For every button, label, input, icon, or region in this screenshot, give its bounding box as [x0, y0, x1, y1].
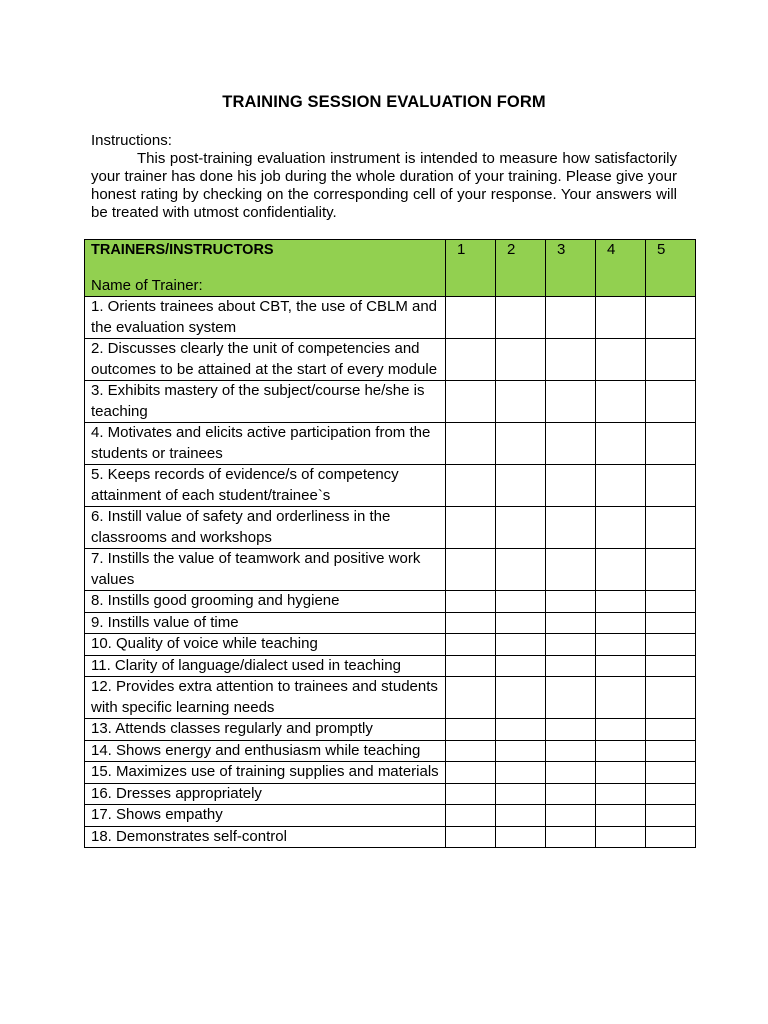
criterion-text: 2. Discusses clearly the unit of competencies and outcomes to be attained at the start of every module [85, 339, 446, 381]
rating-cell-1[interactable] [446, 719, 496, 741]
rating-cell-5[interactable] [646, 423, 696, 465]
rating-cell-3[interactable] [546, 381, 596, 423]
rating-cell-2[interactable] [496, 740, 546, 762]
rating-cell-3[interactable] [546, 719, 596, 741]
rating-cell-2[interactable] [496, 507, 546, 549]
criterion-text: 17. Shows empathy [85, 805, 446, 827]
instructions-text: This post-training evaluation instrument is intended to measure how satisfactorily your trainer has done his job during the whole duration of your training. Please give your honest rating by checking on the corresponding cell of your response. Your answers will be treated with utmost confidentiality. [91, 150, 677, 221]
criterion-text: 12. Provides extra attention to trainees and students with specific learning needs [85, 677, 446, 719]
rating-cell-4[interactable] [596, 783, 646, 805]
rating-cell-4[interactable] [596, 297, 646, 339]
criterion-text: 4. Motivates and elicits active participation from the students or trainees [85, 423, 446, 465]
table-row [85, 783, 696, 805]
criterion-text: 5. Keeps records of evidence/s of competency attainment of each student/trainee`s [85, 465, 446, 507]
criterion-text: 9. Instills value of time [85, 612, 446, 634]
rating-cell-4[interactable] [596, 381, 646, 423]
rating-cell-4[interactable] [596, 507, 646, 549]
instructions-label: Instructions: [91, 132, 172, 149]
rating-cell-5[interactable] [646, 677, 696, 719]
rating-cell-2[interactable] [496, 805, 546, 827]
rating-cell-5[interactable] [646, 634, 696, 656]
rating-cell-4[interactable] [596, 591, 646, 613]
rating-header-5: 5 [646, 240, 696, 297]
rating-cell-2[interactable] [496, 381, 546, 423]
rating-cell-3[interactable] [546, 740, 596, 762]
rating-cell-1[interactable] [446, 465, 496, 507]
rating-cell-3[interactable] [546, 634, 596, 656]
rating-cell-3[interactable] [546, 655, 596, 677]
table-row [85, 719, 696, 741]
table-row [85, 826, 696, 848]
table-row [85, 655, 696, 677]
table-row [85, 381, 696, 423]
rating-cell-5[interactable] [646, 297, 696, 339]
table-row [85, 634, 696, 656]
rating-cell-4[interactable] [596, 826, 646, 848]
rating-cell-2[interactable] [496, 634, 546, 656]
criterion-text: 11. Clarity of language/dialect used in teaching [85, 655, 446, 677]
table-row [85, 740, 696, 762]
rating-cell-2[interactable] [496, 677, 546, 719]
rating-cell-1[interactable] [446, 826, 496, 848]
rating-cell-5[interactable] [646, 719, 696, 741]
table-row [85, 612, 696, 634]
rating-cell-5[interactable] [646, 612, 696, 634]
rating-cell-3[interactable] [546, 805, 596, 827]
rating-cell-3[interactable] [546, 591, 596, 613]
rating-cell-2[interactable] [496, 826, 546, 848]
rating-cell-3[interactable] [546, 783, 596, 805]
rating-cell-1[interactable] [446, 612, 496, 634]
criterion-text: 10. Quality of voice while teaching [85, 634, 446, 656]
table-row [85, 423, 696, 465]
criterion-text: 15. Maximizes use of training supplies and materials [85, 762, 446, 784]
table-row [85, 762, 696, 784]
rating-cell-1[interactable] [446, 507, 496, 549]
rating-cell-2[interactable] [496, 465, 546, 507]
rating-cell-1[interactable] [446, 677, 496, 719]
form-title: TRAINING SESSION EVALUATION FORM [222, 93, 546, 111]
rating-cell-2[interactable] [496, 655, 546, 677]
rating-cell-3[interactable] [546, 826, 596, 848]
rating-cell-2[interactable] [496, 591, 546, 613]
rating-cell-1[interactable] [446, 339, 496, 381]
rating-header-2: 2 [496, 240, 546, 297]
rating-cell-4[interactable] [596, 612, 646, 634]
rating-cell-4[interactable] [596, 740, 646, 762]
rating-cell-5[interactable] [646, 339, 696, 381]
rating-cell-2[interactable] [496, 297, 546, 339]
table-row [85, 297, 696, 339]
rating-cell-4[interactable] [596, 549, 646, 591]
rating-cell-4[interactable] [596, 655, 646, 677]
rating-cell-3[interactable] [546, 507, 596, 549]
rating-cell-2[interactable] [496, 719, 546, 741]
rating-cell-2[interactable] [496, 423, 546, 465]
rating-cell-2[interactable] [496, 783, 546, 805]
table-header-row [85, 240, 696, 297]
rating-cell-1[interactable] [446, 762, 496, 784]
rating-cell-5[interactable] [646, 783, 696, 805]
rating-cell-3[interactable] [546, 465, 596, 507]
rating-cell-1[interactable] [446, 381, 496, 423]
trainer-name-label: Name of Trainer: [91, 276, 203, 294]
rating-cell-3[interactable] [546, 339, 596, 381]
rating-cell-4[interactable] [596, 805, 646, 827]
criterion-text: 1. Orients trainees about CBT, the use of CBLM and the evaluation system [85, 297, 446, 339]
rating-cell-3[interactable] [546, 549, 596, 591]
rating-cell-4[interactable] [596, 719, 646, 741]
rating-cell-1[interactable] [446, 655, 496, 677]
table-row [85, 549, 696, 591]
rating-cell-1[interactable] [446, 740, 496, 762]
rating-cell-2[interactable] [496, 339, 546, 381]
rating-cell-5[interactable] [646, 655, 696, 677]
rating-header-4: 4 [596, 240, 646, 297]
rating-cell-5[interactable] [646, 465, 696, 507]
rating-cell-1[interactable] [446, 634, 496, 656]
criterion-text: 8. Instills good grooming and hygiene [85, 591, 446, 613]
rating-cell-3[interactable] [546, 762, 596, 784]
rating-cell-5[interactable] [646, 591, 696, 613]
rating-cell-1[interactable] [446, 591, 496, 613]
rating-cell-5[interactable] [646, 507, 696, 549]
rating-cell-3[interactable] [546, 297, 596, 339]
rating-cell-4[interactable] [596, 677, 646, 719]
rating-cell-3[interactable] [546, 423, 596, 465]
header-cell [85, 240, 446, 297]
rating-cell-3[interactable] [546, 612, 596, 634]
rating-cell-5[interactable] [646, 805, 696, 827]
rating-cell-2[interactable] [496, 762, 546, 784]
criterion-text: 13. Attends classes regularly and promptly [85, 719, 446, 741]
evaluation-table [84, 239, 696, 848]
criterion-text: 7. Instills the value of teamwork and positive work values [85, 549, 446, 591]
header-title: TRAINERS/INSTRUCTORS [91, 242, 274, 258]
rating-header-1: 1 [446, 240, 496, 297]
rating-header-3: 3 [546, 240, 596, 297]
criterion-text: 6. Instill value of safety and orderliness in the classrooms and workshops [85, 507, 446, 549]
table-row [85, 591, 696, 613]
rating-cell-1[interactable] [446, 423, 496, 465]
criterion-text: 16. Dresses appropriately [85, 783, 446, 805]
rating-cell-3[interactable] [546, 677, 596, 719]
rating-cell-1[interactable] [446, 549, 496, 591]
rating-cell-4[interactable] [596, 339, 646, 381]
rating-cell-5[interactable] [646, 549, 696, 591]
criterion-text: 3. Exhibits mastery of the subject/course he/she is teaching [85, 381, 446, 423]
table-row [85, 677, 696, 719]
rating-cell-4[interactable] [596, 423, 646, 465]
rating-cell-1[interactable] [446, 297, 496, 339]
rating-cell-5[interactable] [646, 762, 696, 784]
rating-cell-1[interactable] [446, 783, 496, 805]
rating-cell-5[interactable] [646, 740, 696, 762]
rating-cell-4[interactable] [596, 465, 646, 507]
criterion-text: 14. Shows energy and enthusiasm while teaching [85, 740, 446, 762]
rating-cell-2[interactable] [496, 549, 546, 591]
rating-cell-5[interactable] [646, 381, 696, 423]
table-row [85, 465, 696, 507]
rating-cell-2[interactable] [496, 612, 546, 634]
rating-cell-1[interactable] [446, 805, 496, 827]
rating-cell-4[interactable] [596, 634, 646, 656]
rating-cell-5[interactable] [646, 826, 696, 848]
table-row [85, 805, 696, 827]
table-row [85, 339, 696, 381]
table-row [85, 507, 696, 549]
criterion-text: 18. Demonstrates self-control [85, 826, 446, 848]
rating-cell-4[interactable] [596, 762, 646, 784]
